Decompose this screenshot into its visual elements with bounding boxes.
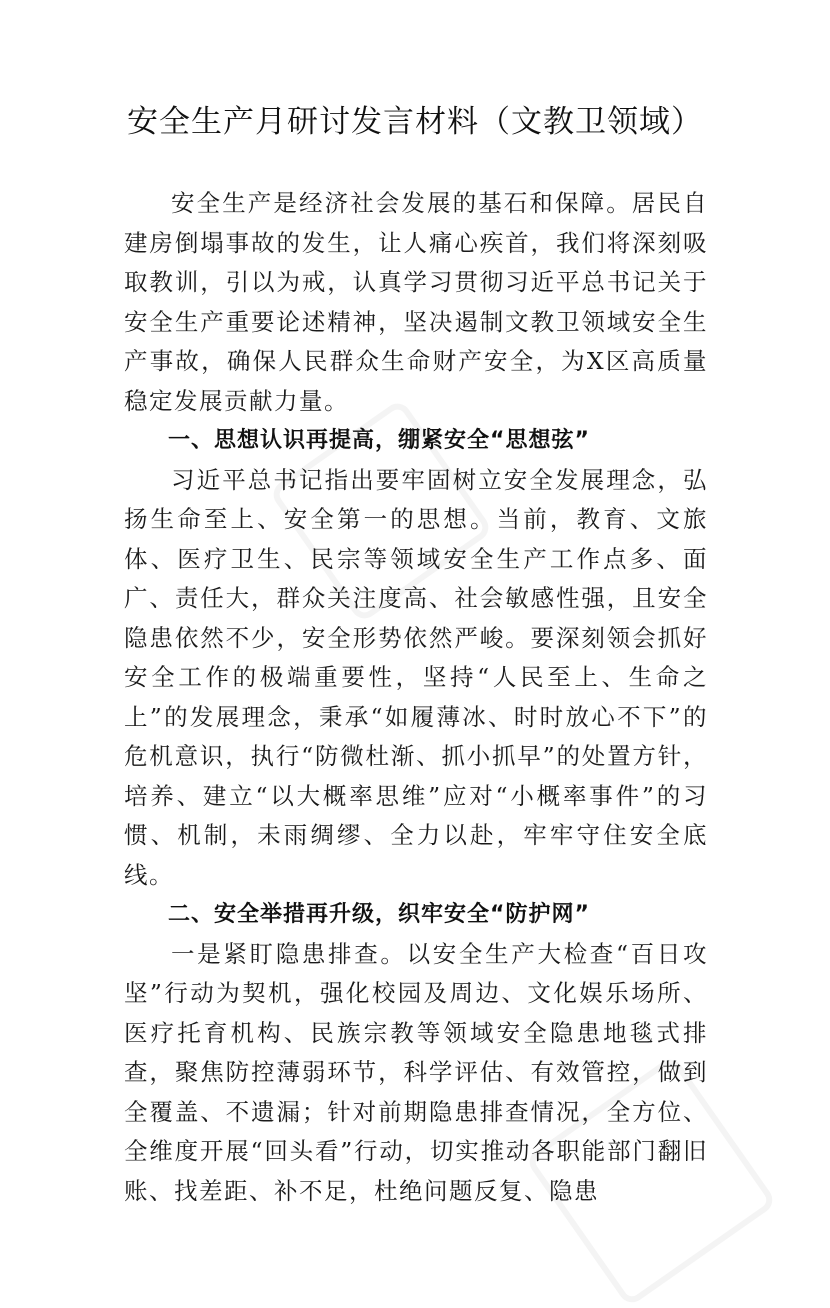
paragraph-section-2: 一是紧盯隐患排查。以安全生产大检查“百日攻坚”行动为契机，强化校园及周边、文化娱乐场所、医疗托育机构、民族宗教等领域安全隐患地毯式排查，聚焦防控薄弱环节，科学评估、有效管控，做到全覆盖、不遗漏；针对前期隐患排查情况，全方位、全维度开展“回头看”行动，切实推动各职能部门翻旧账、找差距、补不足，杜绝问题反复、隐患 — [124, 939, 708, 1205]
section-heading-1: 一、思想认识再提高，绷紧安全“思想弦” — [168, 428, 590, 453]
document-body — [124, 184, 708, 1211]
document-title: 安全生产月研讨发言材料（文教卫领域） — [127, 104, 703, 140]
paragraph-section-1: 习近平总书记指出要牢固树立安全发展理念，弘扬生命至上、安全第一的思想。当前，教育、文旅体、医疗卫生、民宗等领域安全生产工作点多、面广、责任大，群众关注度高、社会敏感性强，且安全隐患依然不少，安全形势依然严峻。要深刻领会抓好安全工作的极端重要性，坚持“人民至上、生命之上”的发展理念，秉承“如履薄冰、时时放心不下”的危机意识，执行“防微杜渐、抓小抓早”的处置方针，培养、建立“以大概率思维”应对“小概率事件”的习惯、机制，未雨绸缪、全力以赴，牢牢守住安全底线。 — [124, 465, 708, 889]
section-heading-2: 二、安全举措再升级，织牢安全“防护网” — [168, 902, 590, 927]
paragraph-intro: 安全生产是经济社会发展的基石和保障。居民自建房倒塌事故的发生，让人痛心疾首，我们将深刻吸取教训，引以为戒，认真学习贯彻习近平总书记关于安全生产重要论述精神，坚决遏制文教卫领域安全生产事故，确保人民群众生命财产安全，为X区高质量稳定发展贡献力量。 — [124, 189, 708, 415]
